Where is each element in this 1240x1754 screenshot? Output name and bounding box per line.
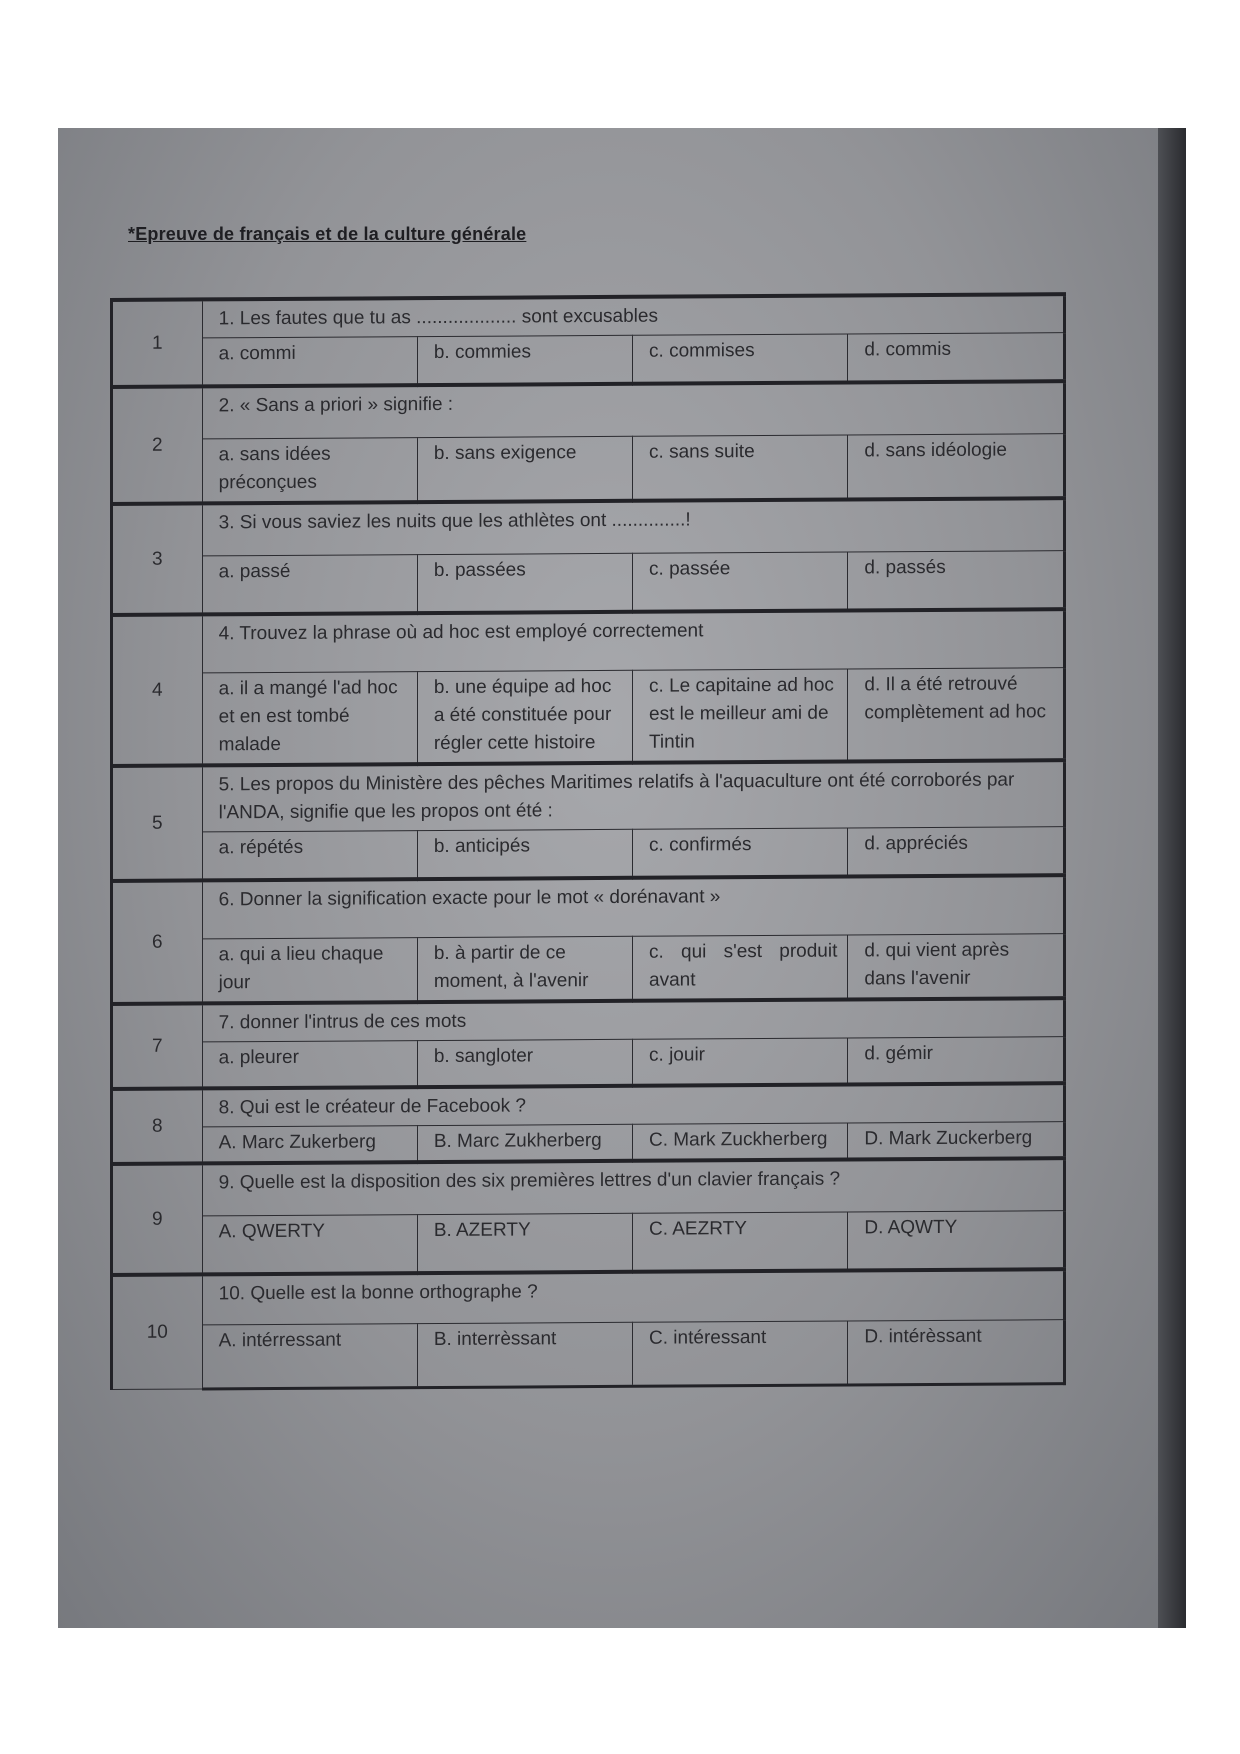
question-text: 2. « Sans a priori » signifie : — [202, 381, 1064, 439]
option-c: c. confirmés — [633, 828, 848, 878]
question-text: 3. Si vous saviez les nuits que les athlètes ont ..............! — [202, 498, 1064, 556]
option-c: C. intéressant — [633, 1321, 848, 1386]
options-row — [112, 434, 1065, 504]
option-d: d. Il a été retrouvé complètement ad hoc — [848, 668, 1065, 762]
option-a: a. il a mangé l'ad hoc et en est tombé malade — [202, 672, 417, 766]
option-a: A. Marc Zukerberg — [202, 1126, 417, 1164]
photo-of-exam-sheet — [58, 128, 1186, 1628]
option-d: D. AQWTY — [848, 1211, 1065, 1271]
question-text: 1. Les fautes que tu as ................... sont excusables — [202, 294, 1064, 338]
option-b: B. Marc Zukherberg — [417, 1124, 632, 1162]
question-number: 7 — [112, 1003, 203, 1089]
option-a: a. commi — [202, 337, 417, 387]
option-a: a. sans idées préconçues — [202, 438, 417, 504]
question-number: 6 — [112, 880, 203, 1004]
option-a: a. qui a lieu chaque jour — [202, 938, 417, 1004]
option-a: a. répétés — [202, 831, 417, 881]
option-a: A. QWERTY — [202, 1215, 417, 1275]
options-row — [112, 1211, 1065, 1275]
option-d: d. sans idéologie — [848, 434, 1065, 500]
option-c: c. qui s'est produit avant — [633, 935, 848, 1001]
question-text: 8. Qui est le créateur de Facebook ? — [202, 1083, 1064, 1127]
question-number: 3 — [112, 503, 203, 615]
option-d: d. qui vient après dans l'avenir — [848, 934, 1065, 1000]
option-b: b. anticipés — [417, 829, 632, 879]
option-a: a. passé — [202, 555, 417, 615]
question-number: 5 — [112, 765, 203, 881]
option-b: b. commies — [417, 335, 632, 385]
question-row — [112, 498, 1065, 556]
question-row — [112, 760, 1065, 832]
exam-title: *Epreuve de français et de la culture générale — [128, 224, 527, 244]
question-text: 7. donner l'intrus de ces mots — [202, 998, 1064, 1042]
option-d: d. commis — [848, 333, 1065, 383]
option-c: c. Le capitaine ad hoc est le meilleur ami de Tintin — [633, 669, 848, 763]
option-c: C. Mark Zuckherberg — [633, 1123, 848, 1161]
option-b: b. une équipe ad hoc a été constituée pour régler cette histoire — [417, 670, 632, 764]
paper-sheet — [58, 128, 1158, 1628]
question-number: 10 — [112, 1274, 203, 1389]
option-c: C. AEZRTY — [633, 1212, 848, 1272]
option-b: b. sans exigence — [417, 436, 632, 502]
option-b: b. passées — [417, 553, 632, 613]
question-number: 9 — [112, 1163, 203, 1275]
option-d: d. passés — [848, 551, 1065, 611]
question-text: 10. Quelle est la bonne orthographe ? — [202, 1269, 1064, 1325]
option-a: a. pleurer — [202, 1041, 417, 1089]
question-row — [112, 1158, 1065, 1216]
option-b: b. sangloter — [417, 1039, 632, 1087]
question-row — [112, 1083, 1065, 1127]
question-text: 6. Donner la signification exacte pour le mot « dorénavant » — [202, 875, 1064, 939]
option-c: c. jouir — [633, 1038, 848, 1086]
question-number: 1 — [112, 299, 203, 387]
question-number: 8 — [112, 1088, 203, 1164]
option-c: c. passée — [633, 552, 848, 612]
options-row — [112, 1037, 1065, 1089]
question-row — [112, 381, 1065, 439]
options-row — [112, 333, 1065, 387]
option-d: D. intérèssant — [848, 1320, 1065, 1385]
options-row — [112, 668, 1065, 766]
options-row — [112, 551, 1065, 615]
options-row — [112, 934, 1065, 1004]
option-b: b. à partir de ce moment, à l'avenir — [417, 936, 632, 1002]
question-row — [112, 294, 1065, 338]
question-text: 9. Quelle est la disposition des six premières lettres d'un clavier français ? — [202, 1158, 1064, 1216]
question-text: 5. Les propos du Ministère des pêches Maritimes relatifs à l'aquaculture ont été corroborés par l'ANDA, signifie que les propos ont été : — [202, 760, 1064, 832]
option-c: c. sans suite — [633, 435, 848, 501]
option-d: d. appréciés — [848, 827, 1065, 877]
question-text: 4. Trouvez la phrase où ad hoc est employé correctement — [202, 609, 1064, 673]
question-row — [112, 998, 1065, 1042]
options-row — [112, 827, 1065, 881]
question-number: 2 — [112, 386, 203, 504]
option-a: A. intérressant — [202, 1324, 417, 1389]
question-row — [112, 609, 1065, 673]
option-b: B. AZERTY — [417, 1213, 632, 1273]
questions-table — [110, 292, 1066, 1391]
options-row — [112, 1122, 1065, 1164]
option-d: d. gémir — [848, 1037, 1065, 1085]
option-d: D. Mark Zuckerberg — [848, 1122, 1065, 1160]
question-row — [112, 875, 1065, 939]
option-c: c. commises — [633, 334, 848, 384]
question-number: 4 — [112, 614, 203, 766]
options-row — [112, 1320, 1065, 1390]
question-row — [112, 1269, 1065, 1325]
option-b: B. interrèssant — [417, 1322, 632, 1387]
